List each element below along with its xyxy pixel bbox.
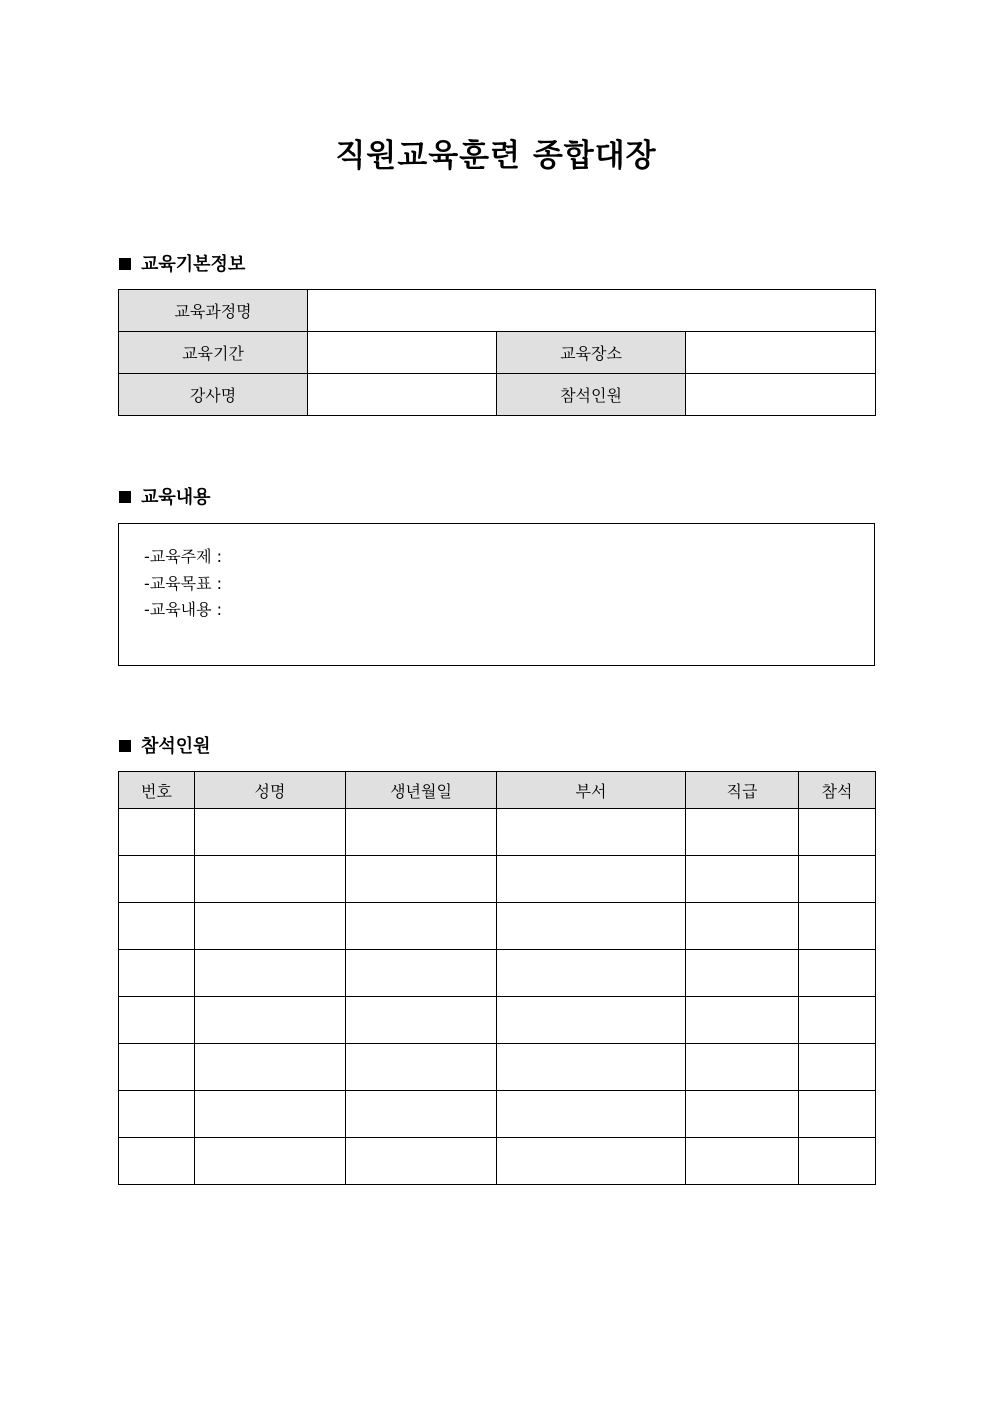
attendees-header-row	[119, 772, 876, 809]
content-heading-text: 교육내용	[141, 487, 211, 508]
position-cell[interactable]	[686, 856, 799, 903]
number-cell[interactable]	[119, 1091, 195, 1138]
number-cell[interactable]	[119, 903, 195, 950]
column-header-name: 성명	[195, 772, 346, 809]
attendance-cell[interactable]	[799, 950, 876, 997]
table-row	[119, 997, 876, 1044]
column-header-position: 직급	[686, 772, 799, 809]
table-row	[119, 809, 876, 856]
name-cell[interactable]	[195, 1138, 346, 1185]
content-heading	[119, 486, 211, 510]
position-cell[interactable]	[686, 1091, 799, 1138]
attendance-cell[interactable]	[799, 856, 876, 903]
attendees-heading-text: 참석인원	[141, 736, 211, 757]
position-cell[interactable]	[686, 809, 799, 856]
department-cell[interactable]	[497, 950, 686, 997]
attendees-table	[118, 771, 876, 1185]
department-cell[interactable]	[497, 903, 686, 950]
birthdate-cell[interactable]	[346, 1091, 497, 1138]
department-cell[interactable]	[497, 997, 686, 1044]
table-row	[119, 903, 876, 950]
basic-info-heading	[119, 253, 245, 277]
location-label: 교육장소	[497, 332, 686, 374]
document-title: 직원교육훈련 종합대장	[335, 138, 657, 174]
number-cell[interactable]	[119, 856, 195, 903]
birthdate-cell[interactable]	[346, 997, 497, 1044]
course-name-label: 교육과정명	[119, 290, 308, 332]
goal-line: -교육목표 :	[144, 573, 223, 593]
number-cell[interactable]	[119, 1044, 195, 1091]
department-cell[interactable]	[497, 1091, 686, 1138]
number-cell[interactable]	[119, 809, 195, 856]
number-cell[interactable]	[119, 997, 195, 1044]
course-name-row	[119, 290, 876, 332]
department-cell[interactable]	[497, 1044, 686, 1091]
basic-info-table	[118, 289, 876, 416]
attendance-cell[interactable]	[799, 1091, 876, 1138]
birthdate-cell[interactable]	[346, 950, 497, 997]
name-cell[interactable]	[195, 1044, 346, 1091]
table-row	[119, 856, 876, 903]
attendance-cell[interactable]	[799, 903, 876, 950]
period-field[interactable]	[308, 332, 497, 374]
table-row	[119, 950, 876, 997]
number-cell[interactable]	[119, 1138, 195, 1185]
column-header-department: 부서	[497, 772, 686, 809]
name-cell[interactable]	[195, 997, 346, 1044]
square-bullet-icon	[119, 258, 131, 270]
attendance-cell[interactable]	[799, 1044, 876, 1091]
instructor-count-row	[119, 374, 876, 416]
name-cell[interactable]	[195, 903, 346, 950]
course-name-field[interactable]	[308, 290, 876, 332]
attendance-cell[interactable]	[799, 809, 876, 856]
birthdate-cell[interactable]	[346, 856, 497, 903]
period-label: 교육기간	[119, 332, 308, 374]
number-cell[interactable]	[119, 950, 195, 997]
name-cell[interactable]	[195, 1091, 346, 1138]
department-cell[interactable]	[497, 1138, 686, 1185]
period-location-row	[119, 332, 876, 374]
birthdate-cell[interactable]	[346, 903, 497, 950]
name-cell[interactable]	[195, 809, 346, 856]
position-cell[interactable]	[686, 1044, 799, 1091]
column-header-birthdate: 생년월일	[346, 772, 497, 809]
content-lines	[144, 544, 222, 624]
attendees-heading	[119, 735, 211, 759]
attendance-cell[interactable]	[799, 997, 876, 1044]
column-header-number: 번호	[119, 772, 195, 809]
birthdate-cell[interactable]	[346, 1044, 497, 1091]
position-cell[interactable]	[686, 950, 799, 997]
column-header-attendance: 참석	[799, 772, 876, 809]
instructor-label: 강사명	[119, 374, 308, 416]
attendance-cell[interactable]	[799, 1138, 876, 1185]
details-line: -교육내용 :	[144, 600, 223, 619]
department-cell[interactable]	[497, 809, 686, 856]
table-row	[119, 1044, 876, 1091]
department-cell[interactable]	[497, 856, 686, 903]
name-cell[interactable]	[195, 950, 346, 997]
attendee-count-field[interactable]	[686, 374, 876, 416]
table-row	[119, 1091, 876, 1138]
position-cell[interactable]	[686, 903, 799, 950]
topic-line: -교육주제 :	[144, 547, 223, 566]
position-cell[interactable]	[686, 1138, 799, 1185]
basic-info-heading-text: 교육기본정보	[141, 254, 246, 275]
square-bullet-icon	[119, 740, 131, 752]
attendee-count-label: 참석인원	[497, 374, 686, 416]
name-cell[interactable]	[195, 856, 346, 903]
position-cell[interactable]	[686, 997, 799, 1044]
instructor-field[interactable]	[308, 374, 497, 416]
table-row	[119, 1138, 876, 1185]
square-bullet-icon	[119, 491, 131, 503]
birthdate-cell[interactable]	[346, 1138, 497, 1185]
location-field[interactable]	[686, 332, 876, 374]
content-box[interactable]	[118, 523, 875, 666]
birthdate-cell[interactable]	[346, 809, 497, 856]
